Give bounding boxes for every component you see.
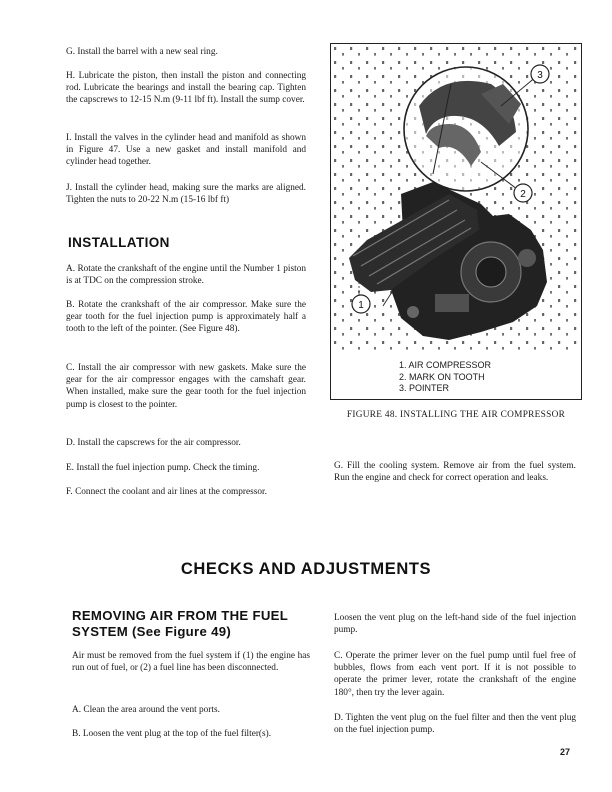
step-g-barrel: G. Install the barrel with a new seal ring. [66,47,218,57]
svg-text:3: 3 [537,70,543,81]
page-number: 27 [560,747,571,757]
legend-item: 2. MARK ON TOOTH [399,371,485,382]
right-step-g-cooling: G. Fill the cooling system. Remove air from the fuel system. Run the engine and check for correct operation and leaks. [334,461,576,484]
figure-legend [399,360,491,395]
figure-caption: FIGURE 48. INSTALLING THE AIR COMPRESSOR [346,410,566,420]
installation-step-c: C. Install the air compressor with new gaskets. Make sure the gear for the air compressor engages with the camshaft gear. When installed, make sure the gear tooth for the fuel injection pump is closest to the pointer. [66,363,306,410]
step-h-piston: H. Lubricate the piston, then install the piston and connecting rod. Lubricate the bearings and install the bearing cap. Tighten the capscrews to 12-15 N.m (9-11 lbf ft). Install the sump cover. [66,71,306,106]
svg-text:2: 2 [520,189,526,200]
checks-step-b: B. Loosen the vent plug at the top of the fuel filter(s). [72,729,272,739]
legend-item: 1. AIR COMPRESSOR [399,360,492,370]
installation-step-b: B. Rotate the crankshaft of the air compressor. Make sure the gear tooth for the fuel injection pump is approximately half a tooth to the left of the pointer. (See Figure 48). [66,300,306,335]
step-i-valves: I. Install the valves in the cylinder head and manifold as shown in Figure 47. Use a new gasket and install manifold and cylinder head together. [66,133,306,168]
callout-2 [514,184,532,202]
checks-heading: CHECKS AND ADJUSTMENTS [180,560,432,578]
air-removal-intro: Air must be removed from the fuel system if (1) the engine has run out of fuel, or (2) a fuel line has been disconnected. [72,651,310,674]
checks-step-b-continued: Loosen the vent plug on the left-hand side of the fuel injection pump. [334,613,576,636]
installation-heading: INSTALLATION [68,235,170,250]
checks-step-d: D. Tighten the vent plug on the fuel filter and then the vent plug on the fuel injection pump. [334,713,576,736]
svg-text:1: 1 [358,300,364,311]
legend-item: 3. POINTER [399,383,450,393]
callout-1 [352,295,370,313]
installation-step-d: D. Install the capscrews for the air compressor. [66,438,241,448]
installation-step-a: A. Rotate the crankshaft of the engine until the Number 1 piston is at TDC on the compression stroke. [66,264,306,287]
step-j-cylinder-head: J. Install the cylinder head, making sure the marks are aligned. Tighten the nuts to 20-22 N.m (15-16 lbf ft) [66,183,306,206]
installation-step-f: F. Connect the coolant and air lines at the compressor. [66,487,267,497]
installation-step-e: E. Install the fuel injection pump. Check the timing. [66,463,260,473]
checks-step-a: A. Clean the area around the vent ports. [72,705,220,715]
subsection-heading: REMOVING AIR FROM THE FUEL SYSTEM (See Figure 49) [72,608,288,639]
callout-3 [531,65,549,83]
air-compressor-illustration [331,44,581,354]
figure-48-box [330,43,582,400]
checks-step-c: C. Operate the primer lever on the fuel pump until fuel free of bubbles, flows from each vent port. If it is not possible to operate the primer lever, rotate the crankshaft of the engine 180°, then try the lever again. [334,651,576,698]
